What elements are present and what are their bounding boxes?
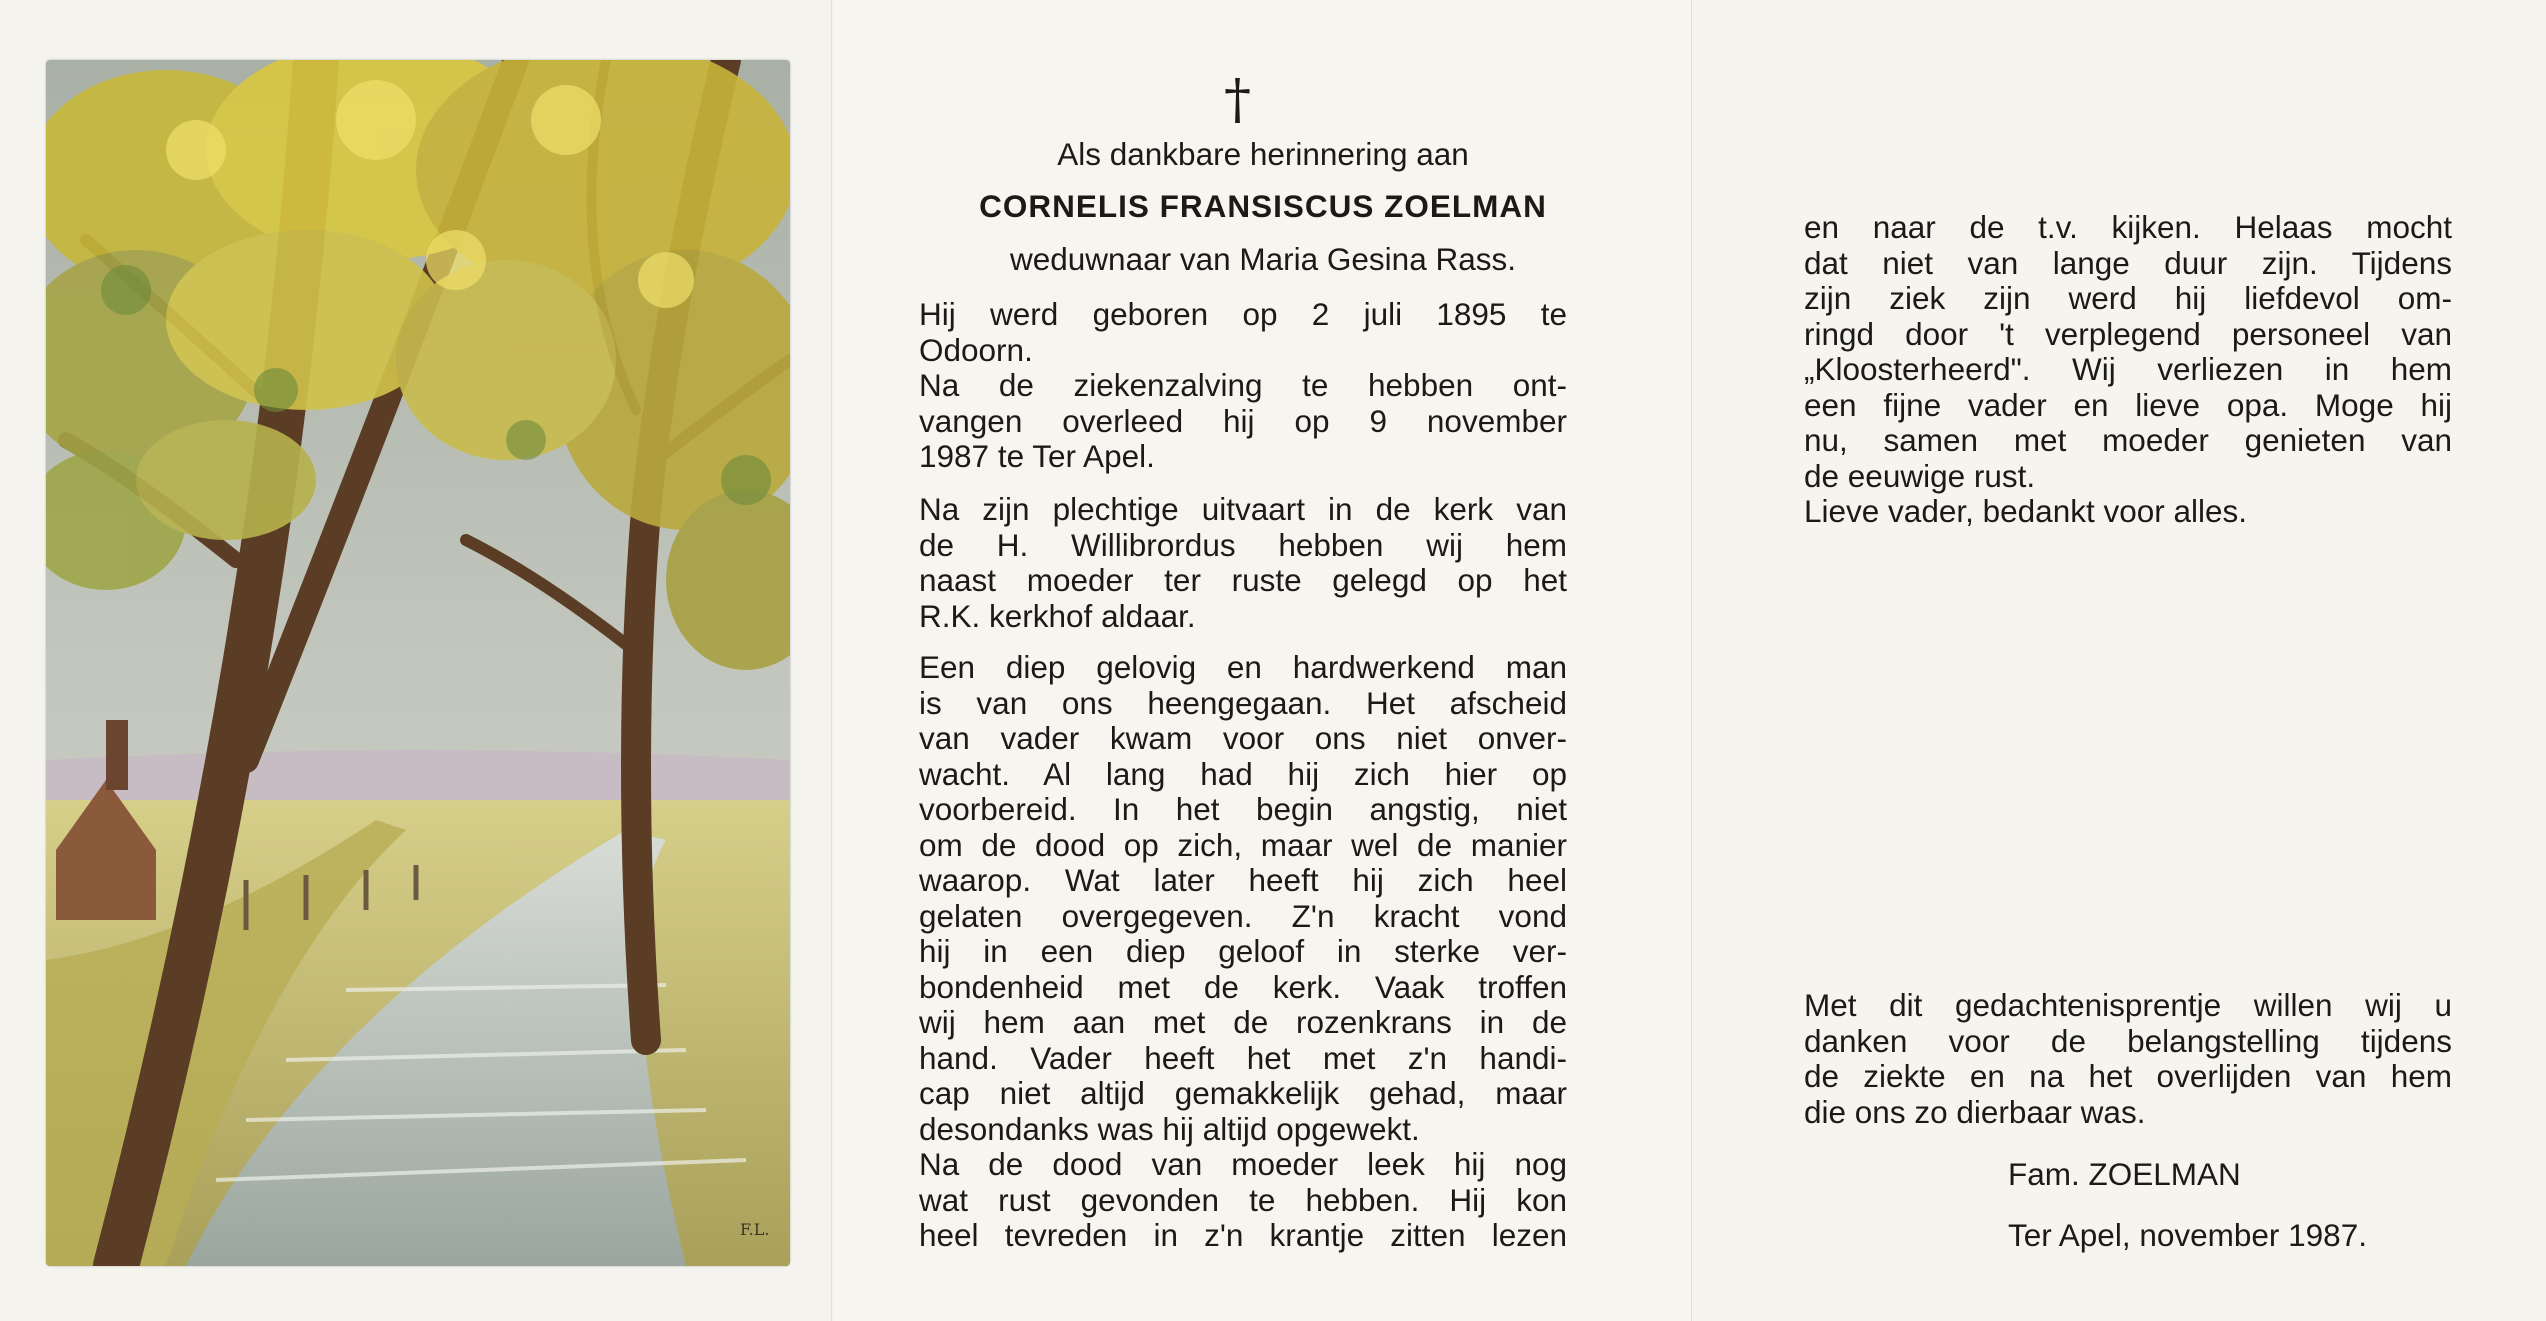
text-line: en naar de t.v. kijken. Helaas mocht (1804, 209, 2452, 245)
text-line: de ziekte en na het overlijden van hem (1804, 1058, 2452, 1094)
thanks-paragraph (1804, 988, 2452, 1130)
text-line: zijn ziek zijn werd hij liefdevol om- (1804, 280, 2452, 316)
text-line: vangen overleed hij op 9 november (919, 402, 1567, 439)
text-line: die ons zo dierbaar was. (1804, 1093, 2146, 1130)
landscape-painting (46, 60, 790, 1266)
text-line: wacht. Al lang had hij zich hier op (919, 755, 1567, 792)
text-line: een fijne vader en lieve opa. Moge hij (1804, 386, 2452, 423)
tribute-paragraph (919, 650, 1567, 1254)
text-line: heel tevreden in z'n krantje zitten lezen (919, 1217, 1567, 1253)
deceased-name: CORNELIS FRANSISCUS ZOELMAN (979, 188, 1547, 224)
text-line: Na de dood van moeder leek hij nog (919, 1146, 1567, 1182)
text-line: R.K. kerkhof aldaar. (919, 597, 1196, 634)
card-middle-panel (833, 0, 1693, 1321)
text-line: wij hem aan met de rozenkrans in de (919, 1004, 1567, 1040)
intro-line: Als dankbare herinnering aan (1057, 136, 1469, 172)
text-line: Na de ziekenzalving te hebben ont- (919, 367, 1567, 403)
continuation-paragraph (1804, 210, 2452, 530)
text-line: voorbereid. In het begin angstig, niet (919, 791, 1567, 827)
text-line: naast moeder ter ruste gelegd op het (919, 562, 1567, 598)
text-line: gelaten overgegeven. Z'n kracht vond (919, 897, 1567, 934)
text-line: „Kloosterheerd". Wij verliezen in hem (1804, 351, 2452, 387)
text-line: nu, samen met moeder genieten van (1804, 422, 2452, 458)
family-signature: Fam. ZOELMAN (2008, 1156, 2241, 1192)
text-line: Odoorn. (919, 331, 1033, 368)
text-line: hand. Vader heeft het met z'n handi- (919, 1039, 1567, 1076)
text-line: is van ons heengegaan. Het afscheid (919, 684, 1567, 721)
text-line: om de dood op zich, maar wel de manier (919, 826, 1567, 863)
text-line: dat niet van lange duur zijn. Tijdens (1804, 244, 2452, 281)
text-line: bondenheid met de kerk. Vaak troffen (919, 968, 1567, 1005)
text-line: wat rust gevonden te hebben. Hij kon (919, 1181, 1567, 1218)
text-line: Na zijn plechtige uitvaart in de kerk van (919, 491, 1567, 527)
text-line: 1987 te Ter Apel. (919, 438, 1155, 474)
text-line: Een diep gelovig en hardwerkend man (919, 649, 1567, 685)
watercolor-landscape-image (46, 60, 790, 1266)
place-date: Ter Apel, november 1987. (2008, 1217, 2367, 1253)
text-line: de eeuwige rust. (1804, 457, 2036, 494)
text-line: hij in een diep geloof in sterke ver- (919, 933, 1567, 969)
card-right-panel (1693, 0, 2546, 1321)
text-line: danken voor de belangstelling tijdens (1804, 1022, 2452, 1059)
text-line: van vader kwam voor ons niet onver- (919, 720, 1567, 756)
text-line: de H. Willibrordus hebben wij hem (919, 526, 1567, 563)
text-line: cap niet altijd gemakkelijk gehad, maar (919, 1075, 1567, 1111)
text-line: ringd door 't verplegend personeel van (1804, 315, 2452, 352)
card-left-panel (0, 0, 833, 1321)
text-line: Met dit gedachtenisprentje willen wij u (1804, 987, 2452, 1023)
text-line: desondanks was hij altijd opgewekt. (919, 1110, 1420, 1147)
artist-initials: F.L. (740, 1220, 770, 1239)
text-line: waarop. Wat later heeft hij zich heel (919, 862, 1567, 898)
funeral-paragraph (919, 492, 1567, 634)
widower-line: weduwnaar van Maria Gesina Rass. (1010, 241, 1516, 277)
text-line: Lieve vader, bedankt voor alles. (1804, 493, 2248, 529)
birth-death-paragraph (919, 297, 1567, 475)
cross-symbol: † (1224, 68, 1251, 131)
text-line: Hij werd geboren op 2 juli 1895 te (919, 296, 1567, 332)
